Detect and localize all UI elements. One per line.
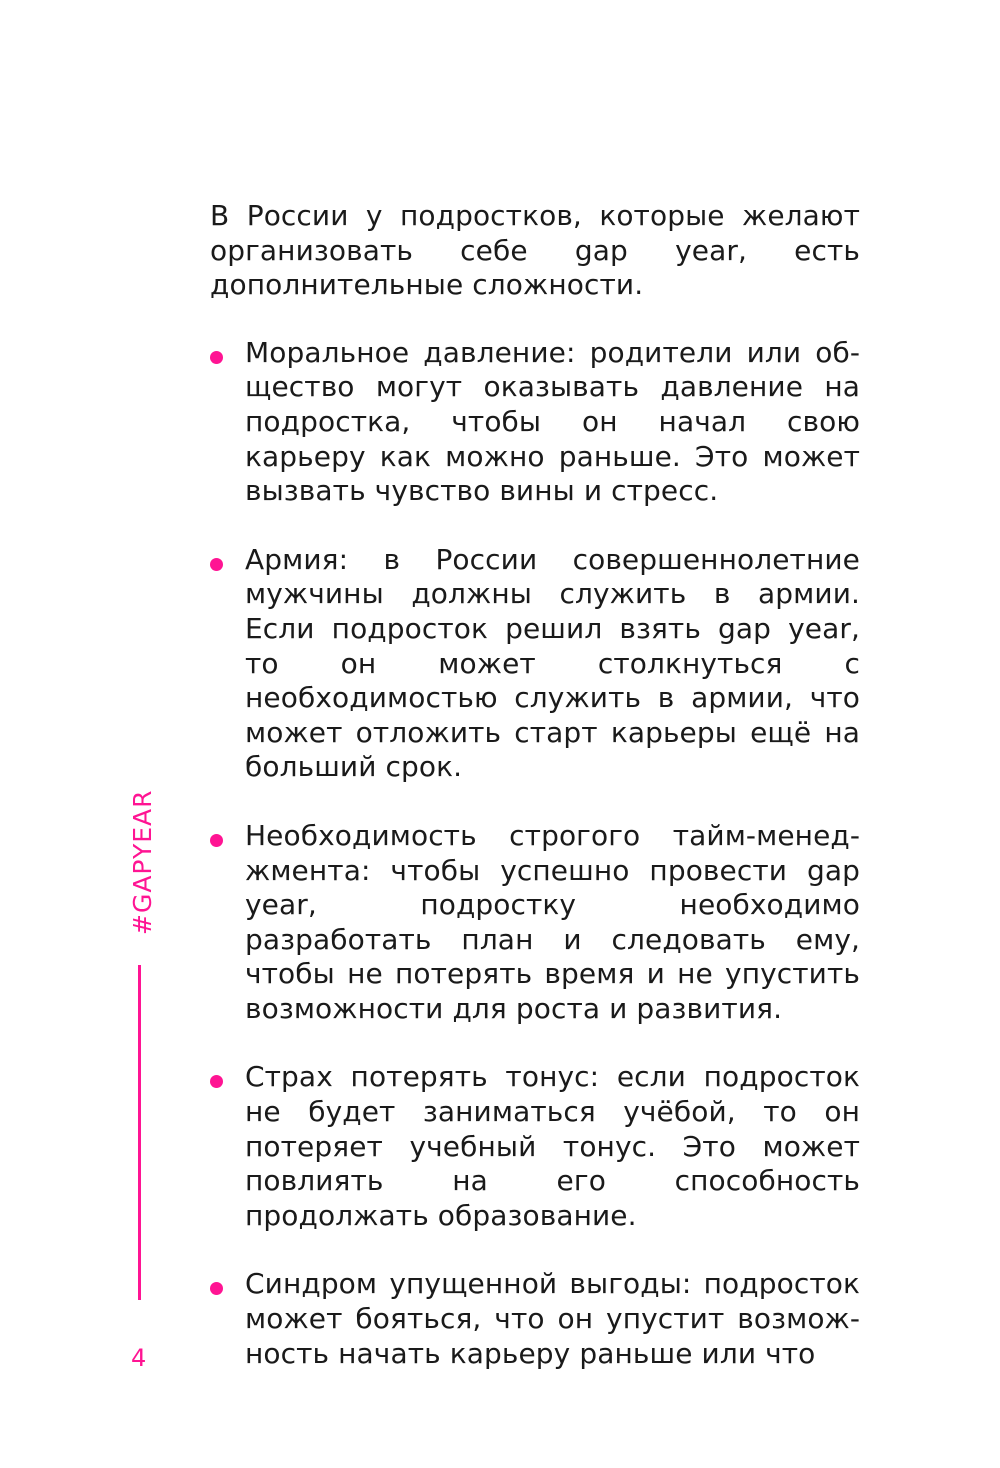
list-item-text: Страх потерять тонус: если подросток не будет заниматься учёбой, то он потеряет учебный тонус. Это может повлиять на его способность продолжать образование. bbox=[245, 1060, 860, 1232]
list-item bbox=[210, 336, 860, 509]
list-item bbox=[210, 819, 860, 1027]
side-divider-line bbox=[138, 965, 141, 1300]
bullet-dot-icon bbox=[210, 834, 223, 847]
list-item bbox=[210, 1267, 860, 1371]
bullet-list bbox=[210, 336, 860, 1371]
list-item-text: Моральное давление: родители или общество могут оказывать давление на подростка, чтобы он начал свою карьеру как можно раньше. Это может вызвать чувство вины и стресс. bbox=[245, 335, 860, 508]
page-number: 4 bbox=[131, 1344, 147, 1372]
side-hashtag: #GAPYEAR bbox=[128, 789, 157, 935]
list-item-text: Необходимость строгого тайм-менеджмента: чтобы успешно провести gap year, подростку необходимо разработать план и следовать ему, чтобы не потерять время и не упустить возможности для роста и развития. bbox=[245, 818, 860, 1025]
bullet-dot-icon bbox=[210, 1282, 223, 1295]
list-item-text: Синдром упущенной выгоды: подросток может бояться, что он упустит возможность начать карьеру раньше или что bbox=[245, 1267, 860, 1370]
list-item bbox=[210, 543, 860, 785]
body-text bbox=[210, 199, 860, 1405]
list-item bbox=[210, 1060, 860, 1233]
bullet-dot-icon bbox=[210, 1075, 223, 1088]
bullet-dot-icon bbox=[210, 351, 223, 364]
list-item-text: Армия: в России совершеннолетние мужчины должны служить в армии. Если подросток решил взять gap year, то он может столкнуться с необходимостью служить в армии, что может отложить старт карьеры ещё на больший срок. bbox=[245, 542, 860, 784]
intro-paragraph: В России у подростков, которые желают организовать себе gap year, есть дополнительные сложности. bbox=[210, 199, 860, 302]
bullet-dot-icon bbox=[210, 558, 223, 571]
